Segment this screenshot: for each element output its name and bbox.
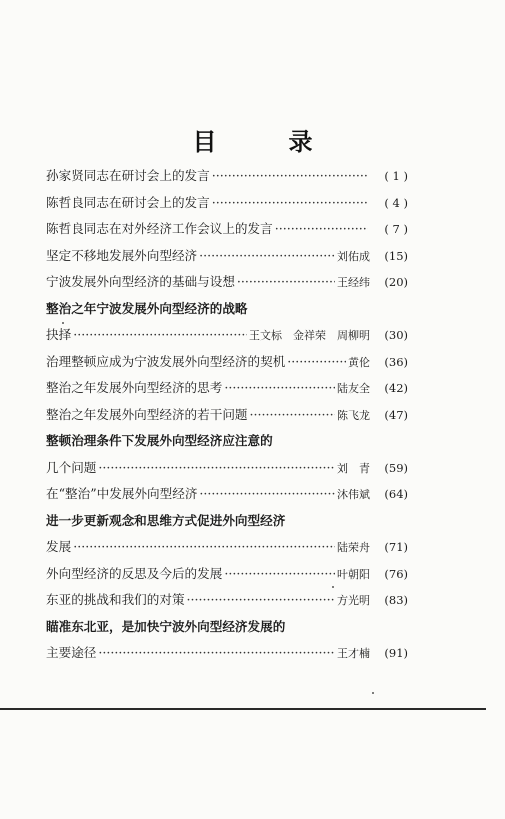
entry-author: 方光明 [337, 594, 370, 607]
entry-title: 东亚的挑战和我们的对策 [46, 592, 185, 607]
entry-title: 陈哲良同志在研讨会上的发言 [46, 194, 210, 210]
entry-author: 黄伦 [348, 355, 370, 369]
entry-page-number: (83) [384, 593, 408, 607]
dot-leader [237, 269, 335, 296]
entry-title: 孙家贤同志在研讨会上的发言 [46, 168, 210, 183]
entry-page-number: (71) [384, 540, 408, 554]
toc-entry[interactable] [46, 402, 408, 429]
dot-leader [224, 561, 335, 588]
entry-page-number: (59) [384, 460, 408, 475]
dot-leader [275, 216, 368, 243]
dot-leader [199, 481, 335, 508]
toc-entry[interactable] [46, 190, 408, 217]
entry-page-number: (20) [384, 275, 408, 289]
title-char-left: 目 [192, 128, 217, 156]
entry-page-number: ( 1 ) [384, 169, 408, 183]
entry-title: 几个问题 [46, 459, 97, 475]
toc-entry[interactable] [46, 349, 408, 376]
dot-leader [73, 322, 247, 349]
entry-page-number: (64) [384, 487, 408, 501]
dot-leader [224, 375, 335, 402]
toc-entry[interactable] [46, 375, 408, 402]
toc-entry[interactable] [46, 163, 408, 190]
entry-title: 发展 [46, 539, 72, 554]
toc-entry-heading-line: 进一步更新观念和思维方式促进外向型经济 [46, 512, 286, 528]
toc-entry[interactable] [46, 561, 408, 588]
toc-entry[interactable] [46, 216, 408, 243]
toc-entry[interactable] [46, 243, 408, 270]
toc-entry[interactable] [46, 322, 408, 349]
entry-page-number: (36) [384, 354, 408, 369]
entry-title: 宁波发展外向型经济的基础与设想 [46, 274, 235, 289]
scan-speck [332, 586, 334, 588]
dot-leader [199, 243, 335, 270]
entry-page-number: (47) [384, 407, 408, 422]
entry-title: 主要途径 [46, 645, 97, 660]
entry-title: 坚定不移地发展外向型经济 [46, 247, 198, 263]
entry-title: 整治之年发展外向型经济的若干问题 [46, 406, 248, 422]
entry-title: 抉择 [46, 327, 72, 342]
page-title [0, 122, 505, 157]
toc-entry-heading-line: 整顿治理条件下发展外向型经济应注意的 [46, 433, 273, 448]
toc-entry[interactable] [46, 534, 408, 561]
dot-leader [98, 640, 335, 667]
entry-author: 陈飞龙 [337, 408, 370, 422]
entry-author: 王才楠 [337, 647, 370, 660]
toc-entry[interactable] [46, 269, 408, 296]
entry-page-number: ( 7 ) [384, 222, 408, 236]
entry-author: 刘 青 [337, 461, 370, 475]
entry-author: 刘佑成 [337, 249, 370, 263]
entry-title: 治理整顿应成为宁波发展外向型经济的契机 [46, 353, 286, 369]
entry-author: 叶朝阳 [337, 567, 370, 581]
entry-page-number: (76) [384, 566, 408, 581]
entry-page-number: (15) [384, 248, 408, 263]
dot-leader [287, 349, 346, 376]
entry-title: 整治之年发展外向型经济的思考 [46, 380, 223, 395]
bottom-rule [0, 708, 486, 710]
entry-author: 陆荣舟 [337, 541, 370, 554]
scan-speck [372, 692, 374, 694]
entry-title: 外向型经济的反思及今后的发展 [46, 565, 223, 581]
entry-title: 陈哲良同志在对外经济工作会议上的发言 [46, 221, 273, 236]
toc-entry-heading-line: 整治之年宁波发展外向型经济的战略 [46, 300, 248, 316]
title-char-right: 录 [288, 128, 313, 156]
entry-page-number: (91) [384, 646, 408, 660]
entry-author: 王经纬 [337, 276, 370, 289]
entry-author: 王文标 金祥荣 周柳明 [249, 329, 370, 342]
entry-title: 在“整治”中发展外向型经济 [46, 486, 198, 501]
entry-page-number: (42) [384, 381, 408, 395]
toc-entry[interactable] [46, 455, 408, 482]
entry-author: 沐伟斌 [337, 488, 370, 501]
toc-entry[interactable] [46, 587, 408, 614]
dot-leader [212, 190, 368, 217]
dot-leader [250, 402, 336, 429]
toc-entry-heading-line: 瞄准东北亚，是加快宁波外向型经济发展的 [46, 618, 286, 634]
entry-author: 陆友全 [337, 382, 370, 395]
toc-entry[interactable] [46, 640, 408, 667]
table-of-contents [46, 163, 408, 667]
dot-leader [212, 163, 368, 190]
scan-speck [62, 322, 64, 324]
toc-entry[interactable] [46, 481, 408, 508]
dot-leader [73, 534, 335, 561]
entry-page-number: ( 4 ) [384, 195, 408, 210]
dot-leader [98, 455, 335, 482]
entry-page-number: (30) [384, 328, 408, 342]
dot-leader [187, 587, 335, 614]
